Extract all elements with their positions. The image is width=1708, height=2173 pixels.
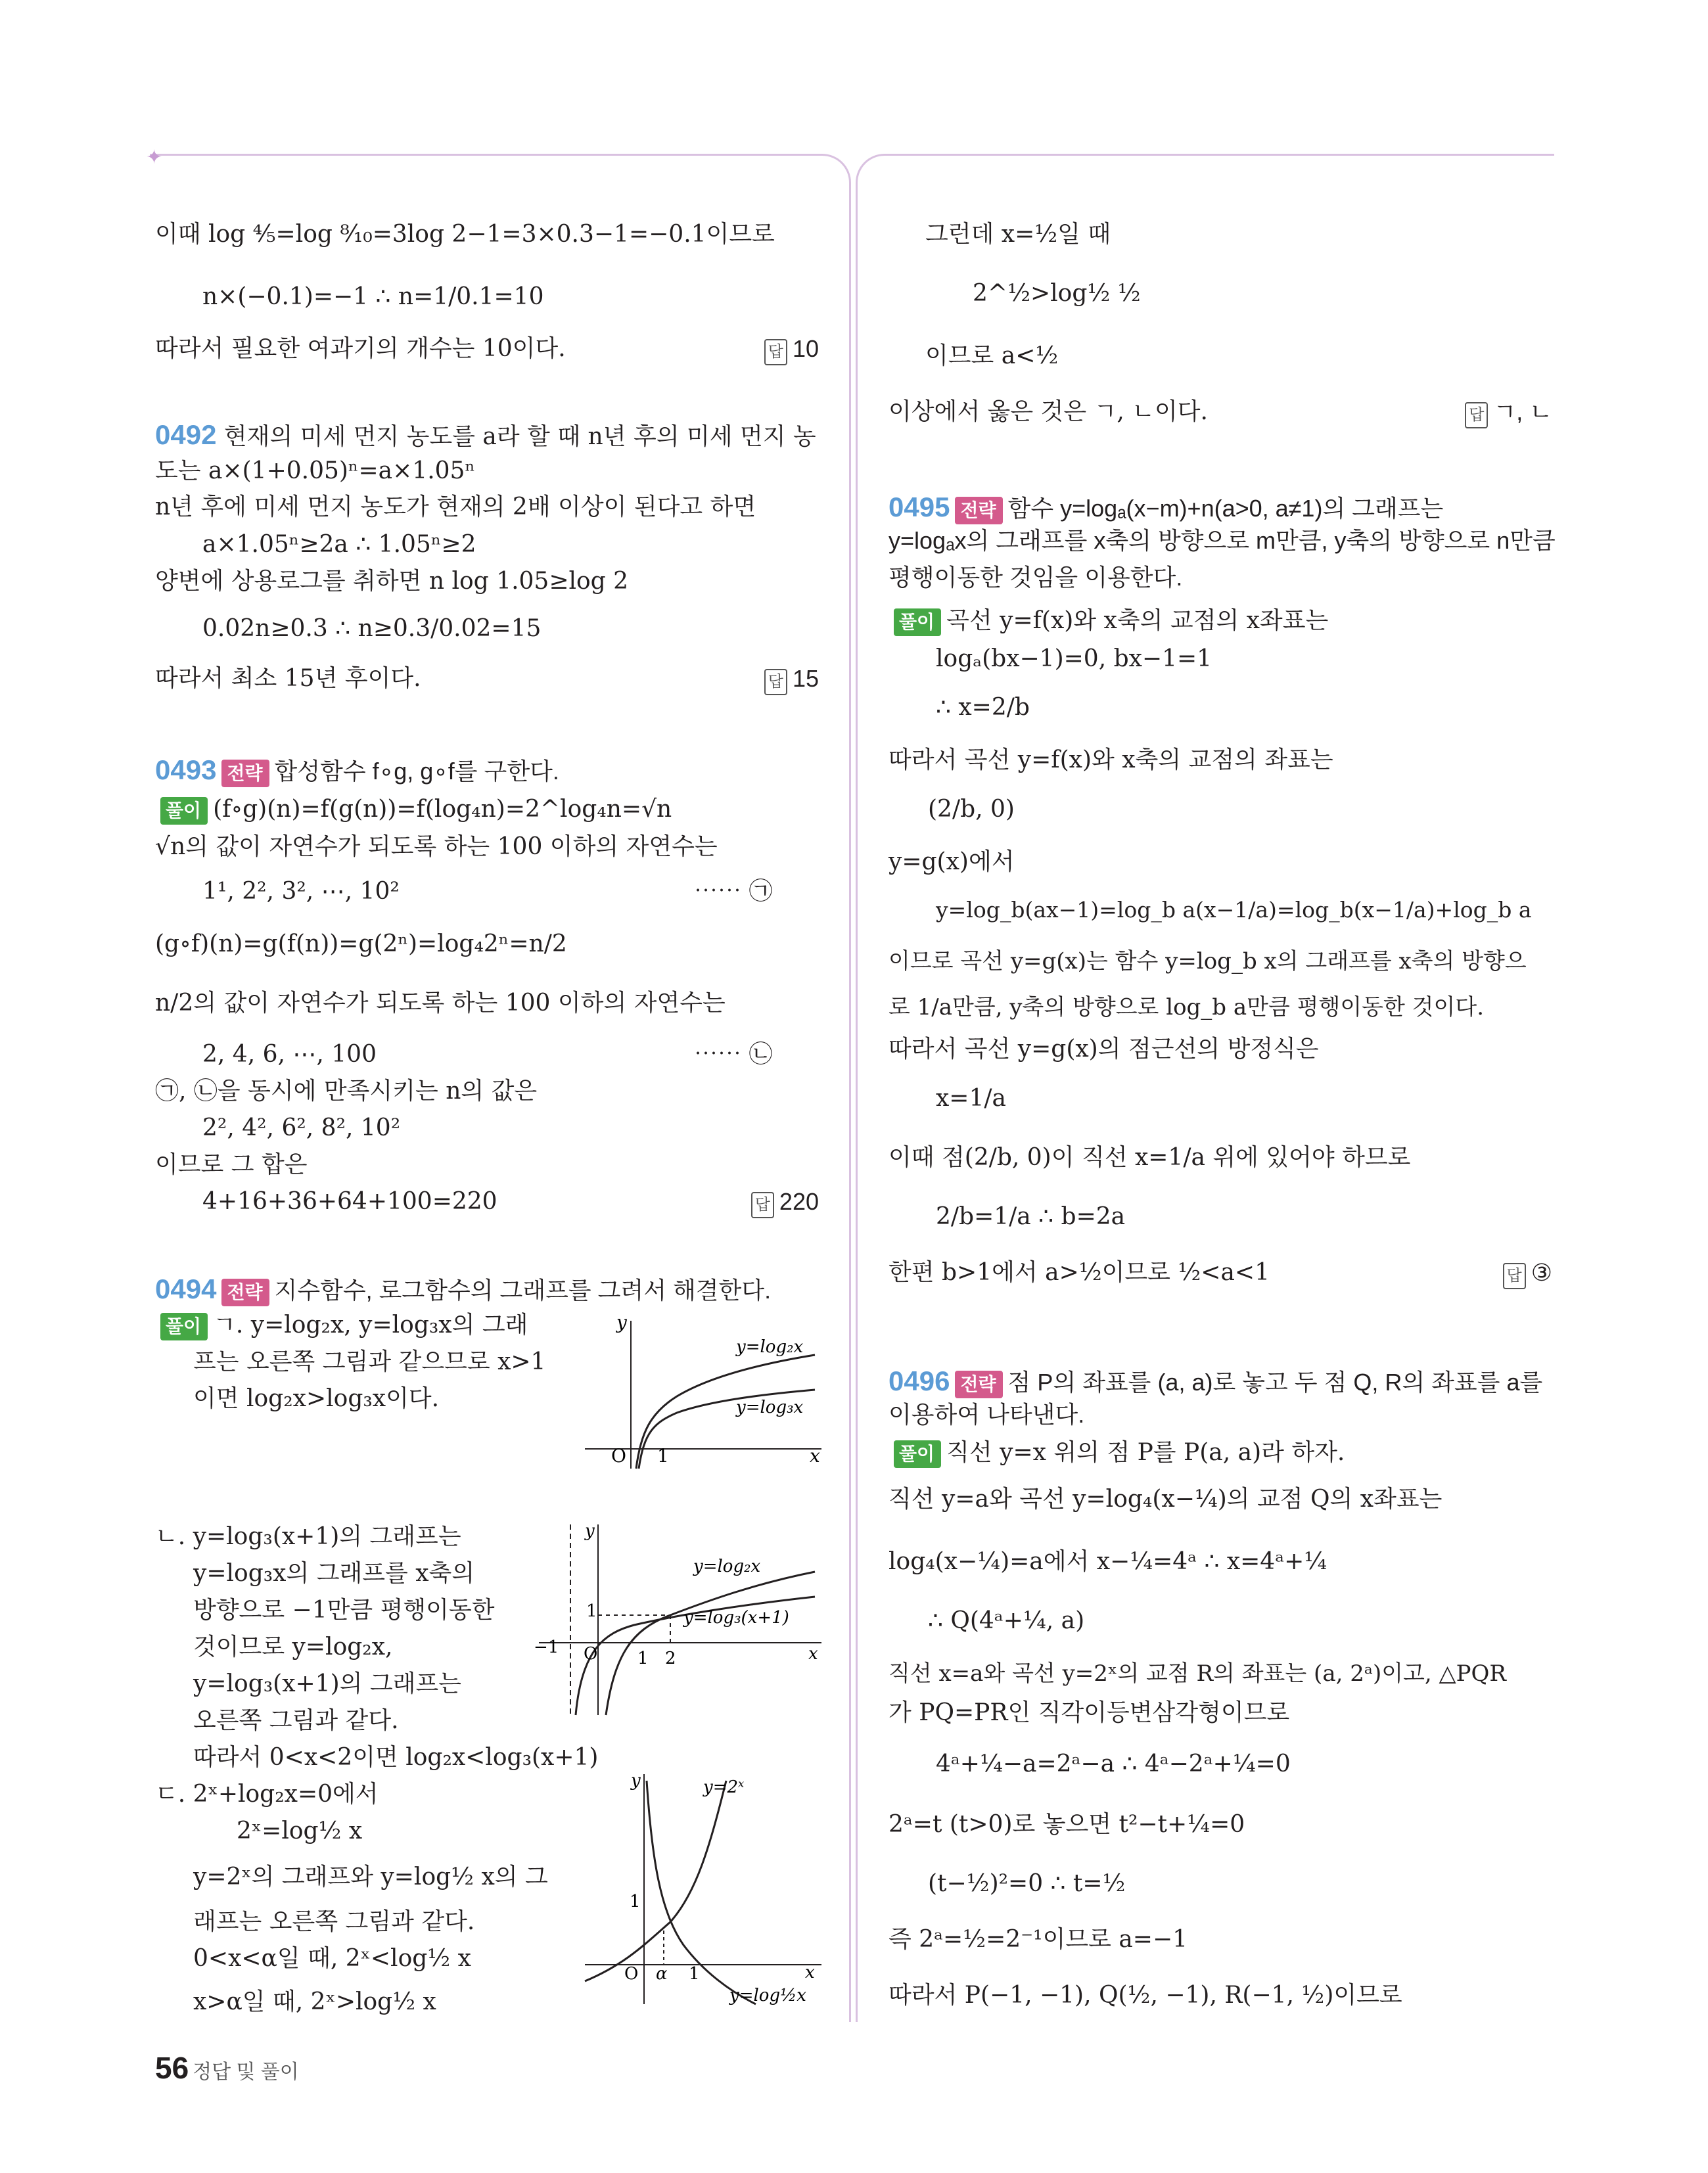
problem-0495-header: 0495 전략 함수 y=logₐ(x−m)+n(a>0, a≠1)의 그래프는 [889,486,1443,528]
text-line: 직선 y=a와 곡선 y=log₄(x−¼)의 교점 Q의 x좌표는 [889,1486,1443,1513]
text-line: 로 1/a만큼, y축의 방향으로 log_b a만큼 평행이동한 것이다. [889,994,1485,1020]
text-line: 이므로 곡선 y=g(x)는 함수 y=log_b x의 그래프를 x축의 방향으 [889,948,1527,974]
tick-label: 1 [657,1445,669,1467]
equation-line: 4ᵃ+¼−a=2ᵃ−a ∴ 4ᵃ−2ᵃ+¼=0 [936,1750,1291,1777]
equation-line: ∴ Q(4ᵃ+¼, a) [928,1607,1085,1634]
y-axis-label: y [585,1521,595,1541]
equation-line: 2/b=1/a ∴ b=2a [936,1203,1126,1230]
text-line: 이면 log₂x>log₃x이다. [193,1385,440,1412]
page-footer [155,2050,299,2086]
text-line: 방향으로 −1만큼 평행이동한 [193,1597,495,1624]
text-line: 이때 점(2/b, 0)이 직선 x=1/a 위에 있어야 하므로 [889,1144,1411,1171]
curve-label: y=2ˣ [703,1777,745,1797]
solution-line: 풀이 ㄱ. y=log₂x, y=log₃x의 그래 [155,1308,528,1343]
x-axis-label: x [810,1445,820,1467]
text-line: 따라서 필요한 여과기의 개수는 10이다. [155,335,566,362]
text-line: 따라서 곡선 y=g(x)의 점근선의 방정식은 [889,1036,1319,1063]
text-line: 따라서 P(−1, −1), Q(½, −1), R(−1, ½)이므로 [889,1982,1402,2009]
text-line: 이상에서 옳은 것은 ㄱ, ㄴ이다. [889,398,1208,425]
problem-number: 0492 [155,419,217,450]
graph-exp-log-half [578,1768,828,2017]
text-line: 따라서 곡선 y=f(x)와 x축의 교점의 좌표는 [889,746,1333,773]
text-line: n년 후에 미세 먼지 농도가 현재의 2배 이상이 된다고 하면 [155,493,756,520]
marker-b: ⋯⋯ ㉡ [694,1041,773,1068]
equation-line: 2ˣ=log½ x [237,1818,363,1844]
tick-label: 1 [586,1601,597,1621]
problem-0494-header: 0494 전략 지수함수, 로그함수의 그래프를 그려서 해결한다. [155,1268,771,1310]
graph-log2-log3 [578,1314,828,1472]
text-line: 도는 a×(1+0.05)ⁿ=a×1.05ⁿ [155,457,476,484]
text-line: 것이므로 y=log₂x, [193,1634,393,1660]
tick-label: 1 [630,1892,641,1911]
text-line: 0<x<α일 때, 2ˣ<log½ x [193,1945,471,1972]
star-icon: ✦ [146,146,163,169]
strategy-line: 이용하여 나타낸다. [889,1401,1085,1428]
text-line: 직선 x=a와 곡선 y=2ˣ의 교점 R의 좌표는 (a, 2ᵃ)이고, △PQR [889,1660,1507,1687]
text-line: n/2의 값이 자연수가 되도록 하는 100 이하의 자연수는 [155,990,726,1017]
text-line: y=log₃(x+1)의 그래프는 [193,1670,461,1697]
text-line: 한편 b>1에서 a>½이므로 ½<a<1 [889,1259,1270,1286]
equation-line: 0.02n≥0.3 ∴ n≥0.3/0.02=15 [202,615,542,642]
tick-label: 1 [637,1649,649,1668]
equation-line: logₐ(bx−1)=0, bx−1=1 [936,645,1212,672]
y-axis-label: y [631,1771,641,1791]
text-line: 그런데 x=½일 때 [925,221,1111,248]
equation-line: 2², 4², 6², 8², 10² [202,1114,401,1141]
x-axis-label: x [805,1963,815,1982]
equation-line: y=log_b(ax−1)=log_b a(x−1/a)=log_b(x−1/a)+log_b a [936,897,1532,923]
strategy-line: 평행이동한 것임을 이용한다. [889,564,1183,591]
x-axis-label: x [808,1644,818,1664]
text-line: 이므로 그 합은 [155,1151,308,1178]
text-line: y=2ˣ의 그래프와 y=log½ x의 그 [193,1864,548,1890]
answer-0495: 답 ③ [1503,1255,1552,1291]
answer-0493: 답 220 [751,1184,819,1220]
problem-0492-line1: 0492 현재의 미세 먼지 농도를 a라 할 때 n년 후의 미세 먼지 농 [155,419,816,450]
answer-0491: 답 10 [764,331,819,367]
equation-line: n×(−0.1)=−1 ∴ n=1/0.1=10 [202,283,544,310]
equation-line: 즉 2ᵃ=½=2⁻¹이므로 a=−1 [889,1926,1188,1953]
equation-line: 이므로 a<½ [925,342,1059,369]
equation-line: (t−½)²=0 ∴ t=½ [928,1870,1126,1897]
tick-label: 1 [689,1964,700,1984]
equation-line: 2^½>log½ ½ [973,280,1141,307]
text-line: 오른쪽 그림과 같다. [193,1707,399,1734]
equation-line: x=1/a [936,1085,1006,1112]
problem-0496-header: 0496 전략 점 P의 좌표를 (a, a)로 놓고 두 점 Q, R의 좌표를 a를 [889,1360,1542,1402]
text-line: 래프는 오른쪽 그림과 같다. [193,1908,475,1935]
equation-line: ∴ x=2/b [936,694,1030,721]
equation-line: a×1.05ⁿ≥2a ∴ 1.05ⁿ≥2 [202,531,476,558]
text-line: 따라서 최소 15년 후이다. [155,665,421,692]
equation-line: 2ᵃ=t (t>0)로 놓으면 t²−t+¼=0 [889,1811,1245,1838]
curve-label: y=log₂x [736,1337,804,1357]
text-line: y=g(x)에서 [889,848,1015,875]
text-line: x>α일 때, 2ˣ>log½ x [193,1988,436,2015]
answer-0492: 답 15 [764,661,819,697]
text-line: ㉠, ㉡을 동시에 만족시키는 n의 값은 [155,1078,538,1105]
curve-label: y=log₃(x+1) [683,1608,789,1628]
text-line: 이때 log ⁴⁄₅=log ⁸⁄₁₀=3log 2−1=3×0.3−1=−0.1이므로 [155,221,775,248]
text-line: 가 PQ=PR인 직각이등변삼각형이므로 [889,1699,1290,1726]
y-axis-label: y [616,1314,627,1333]
text-line: ㄷ. 2ˣ+log₂x=0에서 [155,1781,379,1808]
text-line: √n의 값이 자연수가 되도록 하는 100 이하의 자연수는 [155,833,718,860]
problem-0493-header: 0493 전략 합성함수 f∘g, g∘f를 구한다. [155,749,559,790]
text-line: 따라서 0<x<2이면 log₂x<log₃(x+1) [193,1744,599,1771]
curve-label: y=log₂x [693,1557,761,1576]
curve-label: y=log½x [729,1986,806,2005]
equation-line: 1¹, 2², 3², ⋯, 10² [202,878,400,905]
text-line: 프는 오른쪽 그림과 같으므로 x>1 [193,1348,546,1375]
marker-a: ⋯⋯ ㉠ [694,878,773,905]
graph-log2-log3-shift [532,1518,828,1722]
strategy-line: y=logₐx의 그래프를 x축의 방향으로 m만큼, y축의 방향으로 n만큼 [889,527,1556,554]
tick-label: α [656,1964,668,1984]
tick-label: 2 [665,1649,676,1668]
equation-line: 4+16+36+64+100=220 [202,1188,497,1215]
curve-label: y=log₃x [736,1398,804,1417]
text-line: y=log₃x의 그래프를 x축의 [193,1560,475,1587]
equation-line: (2/b, 0) [928,796,1015,823]
origin-label: O [584,1644,598,1664]
footer-label: 정답 및 풀이 [193,2061,299,2083]
text-line: ㄴ. y=log₃(x+1)의 그래프는 [155,1523,461,1550]
solution-line: 풀이 (f∘g)(n)=f(g(n))=f(log₄n)=2^log₄n=√n [155,792,672,827]
text-line: 양변에 상용로그를 취하면 n log 1.05≥log 2 [155,568,629,595]
origin-label: O [624,1964,639,1984]
answer-0494: 답 ㄱ, ㄴ [1465,394,1552,430]
equation-line: log₄(x−¼)=a에서 x−¼=4ᵃ ∴ x=4ᵃ+¼ [889,1548,1327,1575]
equation-line: (g∘f)(n)=g(f(n))=g(2ⁿ)=log₄2ⁿ=n/2 [155,930,567,957]
solution-line: 풀이 곡선 y=f(x)와 x축의 교점의 x좌표는 [889,603,1328,639]
origin-label: O [611,1445,626,1467]
tick-label: −1 [534,1637,559,1657]
equation-line: 2, 4, 6, ⋯, 100 [202,1041,377,1068]
solution-line: 풀이 직선 y=x 위의 점 P를 P(a, a)라 하자. [889,1435,1345,1471]
page-number: 56 [155,2051,189,2085]
